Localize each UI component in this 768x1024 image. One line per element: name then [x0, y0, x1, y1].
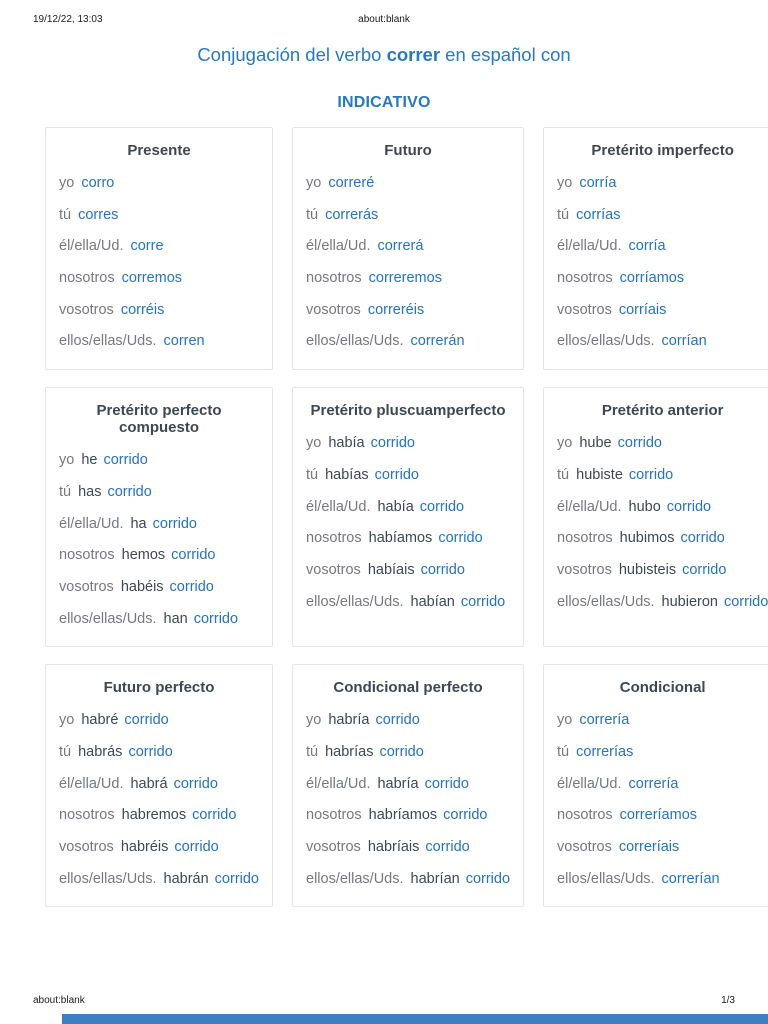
conjugation-row — [59, 547, 259, 565]
verb-form: corre — [130, 238, 164, 255]
pronoun-label: nosotros — [557, 530, 613, 547]
conjugation-row — [306, 238, 510, 256]
pronoun-label: tú — [306, 206, 319, 223]
verb-form: corren — [163, 333, 205, 350]
conjugation-row — [59, 270, 259, 288]
card-title: Pretérito perfecto compuesto — [96, 402, 222, 437]
card-title: Futuro perfecto — [103, 679, 215, 697]
verb-form: corréis — [120, 301, 165, 318]
conjugation-row — [557, 333, 768, 351]
auxiliary-verb: hubimos — [619, 530, 675, 547]
page-title-suffix: en español con — [440, 44, 571, 65]
conjugation-row — [306, 594, 510, 612]
auxiliary-verb: hubisteis — [618, 561, 677, 578]
conjugation-card — [292, 127, 524, 370]
verb-form: corrido — [370, 435, 415, 452]
pronoun-label: yo — [557, 712, 573, 729]
auxiliary-verb: habrías — [325, 743, 374, 760]
conjugation-row — [306, 871, 510, 889]
verb-form: corrido — [419, 498, 465, 515]
pronoun-label: nosotros — [59, 547, 115, 564]
auxiliary-verb: he — [81, 452, 98, 469]
auxiliary-verb: hemos — [121, 547, 166, 564]
conjugation-row — [306, 807, 510, 825]
conjugation-row — [59, 238, 259, 256]
pronoun-label: vosotros — [306, 839, 361, 855]
verb-form: corría — [579, 175, 617, 191]
pronoun-label: yo — [557, 435, 573, 452]
pronoun-label: vosotros — [557, 301, 612, 318]
pronoun-label: tú — [557, 743, 570, 760]
verb-form: corro — [81, 175, 115, 191]
verb-form: corrido — [682, 561, 727, 578]
verb-form: corremos — [121, 270, 183, 287]
pronoun-label: tú — [59, 206, 72, 223]
pronoun-label: ellos/ellas/Uds. — [306, 593, 404, 610]
pronoun-label: yo — [306, 712, 322, 729]
verb-form: corrido — [438, 530, 483, 547]
conjugation-row — [306, 712, 510, 730]
conjugation-card — [45, 664, 273, 907]
verb-form: corrido — [465, 870, 511, 887]
pronoun-label: él/ella/Ud. — [59, 775, 124, 792]
verb-form: corres — [78, 206, 119, 223]
verb-form: corrido — [152, 515, 197, 532]
auxiliary-verb: habremos — [121, 807, 187, 824]
print-footer-page-indicator: 1/3 — [721, 995, 735, 1006]
pronoun-label: tú — [557, 466, 570, 483]
conjugation-row — [557, 562, 768, 580]
page-title — [0, 44, 768, 66]
pronoun-label: vosotros — [59, 301, 114, 318]
auxiliary-verb: habría — [377, 775, 419, 792]
conjugation-row — [557, 594, 768, 612]
verb-form: corrido — [374, 466, 419, 483]
print-footer — [33, 995, 735, 1006]
verb-form: corrido — [128, 743, 173, 760]
print-footer-source: about:blank — [33, 995, 85, 1006]
verb-form: correrás — [325, 206, 379, 223]
card-title: Futuro — [384, 142, 432, 159]
verb-form: corrido — [666, 498, 712, 515]
auxiliary-verb: hube — [579, 435, 612, 452]
conjugation-row — [59, 516, 259, 534]
pronoun-label: tú — [59, 743, 72, 760]
conjugation-row — [306, 302, 510, 320]
verb-form: corrido — [424, 775, 469, 792]
conjugation-card — [543, 664, 768, 907]
auxiliary-verb: habéis — [120, 578, 164, 595]
verb-form: corrían — [661, 333, 707, 350]
verb-form: corrido — [379, 743, 424, 760]
pronoun-label: él/ella/Ud. — [557, 775, 622, 792]
pronoun-label: nosotros — [306, 530, 362, 547]
auxiliary-verb: habrás — [78, 743, 123, 760]
auxiliary-verb: había — [328, 435, 365, 452]
verb-form: correríais — [618, 839, 680, 855]
verb-form: corrido — [628, 466, 674, 483]
conjugation-row — [306, 530, 510, 548]
pronoun-label: nosotros — [557, 807, 613, 824]
conjugation-row — [306, 744, 510, 762]
conjugation-row — [306, 175, 510, 193]
conjugation-row — [557, 467, 768, 485]
card-title: Condicional — [619, 679, 706, 697]
conjugation-row — [557, 435, 768, 453]
conjugation-row — [59, 871, 259, 889]
pronoun-label: vosotros — [557, 561, 612, 578]
conjugation-row — [557, 270, 768, 288]
verb-form: corrido — [420, 561, 465, 578]
verb-form: corríais — [618, 301, 667, 318]
pronoun-label: yo — [59, 712, 75, 729]
conjugation-row — [557, 807, 768, 825]
pronoun-label: él/ella/Ud. — [557, 498, 622, 515]
pronoun-label: nosotros — [59, 807, 115, 824]
auxiliary-verb: habré — [81, 712, 119, 729]
conjugation-row — [557, 302, 768, 320]
verb-form: corrido — [171, 547, 216, 564]
conjugation-card — [292, 664, 524, 907]
conjugation-card — [543, 387, 768, 647]
conjugation-row — [59, 807, 259, 825]
pronoun-label: ellos/ellas/Uds. — [59, 333, 157, 350]
conjugation-row — [59, 333, 259, 351]
auxiliary-verb: habíais — [367, 561, 415, 578]
verb-form: corría — [628, 238, 666, 255]
auxiliary-verb: hubo — [628, 498, 661, 515]
auxiliary-verb: has — [78, 483, 102, 500]
print-header-source: about:blank — [358, 14, 410, 25]
verb-form: corrido — [617, 435, 662, 452]
auxiliary-verb: han — [163, 610, 188, 627]
auxiliary-verb: ha — [130, 515, 147, 532]
conjugation-row — [557, 744, 768, 762]
verb-form: corrido — [443, 807, 488, 824]
conjugation-row — [59, 712, 259, 730]
pronoun-label: él/ella/Ud. — [59, 515, 124, 532]
verb-form: corrido — [425, 839, 470, 855]
conjugation-row — [59, 744, 259, 762]
verb-form: corrido — [193, 610, 239, 627]
pronoun-label: yo — [59, 452, 75, 469]
pronoun-label: nosotros — [557, 270, 613, 287]
auxiliary-verb: habrán — [163, 870, 209, 887]
verb-form: corrido — [124, 712, 169, 729]
pronoun-label: tú — [557, 206, 570, 223]
auxiliary-verb: habíamos — [368, 530, 433, 547]
conjugation-row — [557, 175, 768, 193]
verb-form: corrido — [103, 452, 148, 469]
auxiliary-verb: habrían — [410, 870, 460, 887]
verb-form: corrido — [680, 530, 725, 547]
pronoun-label: él/ella/Ud. — [306, 498, 371, 515]
pronoun-label: vosotros — [557, 839, 612, 855]
conjugation-row — [306, 270, 510, 288]
verb-form: correré — [328, 175, 375, 191]
conjugation-row — [59, 484, 259, 502]
pronoun-label: ellos/ellas/Uds. — [306, 333, 404, 350]
verb-form: correría — [628, 775, 679, 792]
conjugation-row — [557, 712, 768, 730]
card-title: Pretérito imperfecto — [591, 142, 734, 159]
print-header-datetime: 19/12/22, 13:03 — [33, 14, 103, 25]
pronoun-label: ellos/ellas/Uds. — [557, 870, 655, 887]
page-title-verb: correr — [386, 44, 441, 65]
conjugation-row — [59, 611, 259, 629]
verb-form: corríamos — [619, 270, 685, 287]
auxiliary-verb: habrá — [130, 775, 168, 792]
verb-form: corrido — [192, 807, 237, 824]
verb-form: corrido — [723, 593, 768, 610]
verb-form: corrido — [214, 870, 259, 887]
verb-form: corrido — [169, 578, 214, 595]
pronoun-label: ellos/ellas/Uds. — [557, 593, 655, 610]
card-title: Condicional perfecto — [333, 679, 483, 697]
conjugation-card — [543, 127, 768, 370]
auxiliary-verb: habríamos — [368, 807, 438, 824]
conjugation-row — [557, 530, 768, 548]
conjugation-row — [59, 452, 259, 470]
verb-form: correrán — [410, 333, 465, 350]
verb-form: corrido — [375, 712, 420, 729]
conjugation-row — [557, 499, 768, 517]
conjugation-row — [306, 467, 510, 485]
verb-form: corrías — [576, 206, 621, 223]
conjugation-row — [557, 839, 768, 857]
auxiliary-verb: había — [377, 498, 414, 515]
auxiliary-verb: habría — [328, 712, 370, 729]
card-title: Pretérito anterior — [601, 402, 724, 420]
pronoun-label: él/ella/Ud. — [59, 238, 124, 255]
verb-form: corrido — [107, 483, 152, 500]
print-header — [0, 14, 768, 25]
verb-form: correréis — [367, 301, 425, 318]
next-page-preview-bar — [62, 1014, 768, 1024]
pronoun-label: ellos/ellas/Uds. — [306, 870, 404, 887]
pronoun-label: yo — [557, 175, 573, 191]
conjugation-grid — [45, 127, 768, 907]
verb-form: corrido — [173, 775, 218, 792]
conjugation-row — [59, 839, 259, 857]
pronoun-label: vosotros — [59, 839, 114, 855]
pronoun-label: ellos/ellas/Uds. — [557, 333, 655, 350]
conjugation-card — [45, 127, 273, 370]
conjugation-row — [306, 562, 510, 580]
conjugation-row — [557, 776, 768, 794]
verb-form: correrá — [377, 238, 424, 255]
auxiliary-verb: habías — [325, 466, 369, 483]
verb-form: correremos — [368, 270, 442, 287]
conjugation-row — [557, 207, 768, 225]
pronoun-label: vosotros — [59, 578, 114, 595]
auxiliary-verb: hubiste — [576, 466, 623, 483]
verb-form: correrías — [576, 743, 634, 760]
card-title: Pretérito pluscuamperfecto — [310, 402, 506, 420]
pronoun-label: nosotros — [306, 270, 362, 287]
pronoun-label: él/ella/Ud. — [557, 238, 622, 255]
conjugation-row — [306, 207, 510, 225]
auxiliary-verb: habríais — [367, 839, 420, 855]
conjugation-row — [306, 499, 510, 517]
conjugation-row — [59, 175, 259, 193]
conjugation-row — [557, 238, 768, 256]
verb-form: correrían — [661, 870, 720, 887]
conjugation-row — [306, 776, 510, 794]
pronoun-label: tú — [306, 743, 319, 760]
pronoun-label: yo — [306, 175, 322, 191]
auxiliary-verb: habréis — [120, 839, 169, 855]
pronoun-label: vosotros — [306, 561, 361, 578]
conjugation-row — [59, 302, 259, 320]
conjugation-row — [306, 839, 510, 857]
pronoun-label: tú — [306, 466, 319, 483]
pronoun-label: ellos/ellas/Uds. — [59, 610, 157, 627]
auxiliary-verb: hubieron — [661, 593, 718, 610]
page-title-prefix: Conjugación del verbo — [197, 44, 387, 65]
verb-form: correríamos — [619, 807, 698, 824]
card-title: Presente — [127, 142, 191, 159]
pronoun-label: vosotros — [306, 301, 361, 318]
pronoun-label: nosotros — [59, 270, 115, 287]
pronoun-label: yo — [306, 435, 322, 452]
auxiliary-verb: habían — [410, 593, 455, 610]
conjugation-card — [292, 387, 524, 647]
pronoun-label: él/ella/Ud. — [306, 775, 371, 792]
verb-form: corrido — [174, 839, 219, 855]
pronoun-label: yo — [59, 175, 75, 191]
conjugation-card — [45, 387, 273, 647]
verb-form: corrido — [460, 593, 506, 610]
pronoun-label: tú — [59, 483, 72, 500]
conjugation-row — [59, 776, 259, 794]
verb-form: correría — [579, 712, 630, 729]
section-title-indicativo: INDICATIVO — [337, 94, 431, 111]
conjugation-row — [306, 333, 510, 351]
conjugation-row — [306, 435, 510, 453]
conjugation-row — [59, 579, 259, 597]
pronoun-label: él/ella/Ud. — [306, 238, 371, 255]
conjugation-row — [557, 871, 768, 889]
pronoun-label: ellos/ellas/Uds. — [59, 870, 157, 887]
conjugation-row — [59, 207, 259, 225]
pronoun-label: nosotros — [306, 807, 362, 824]
